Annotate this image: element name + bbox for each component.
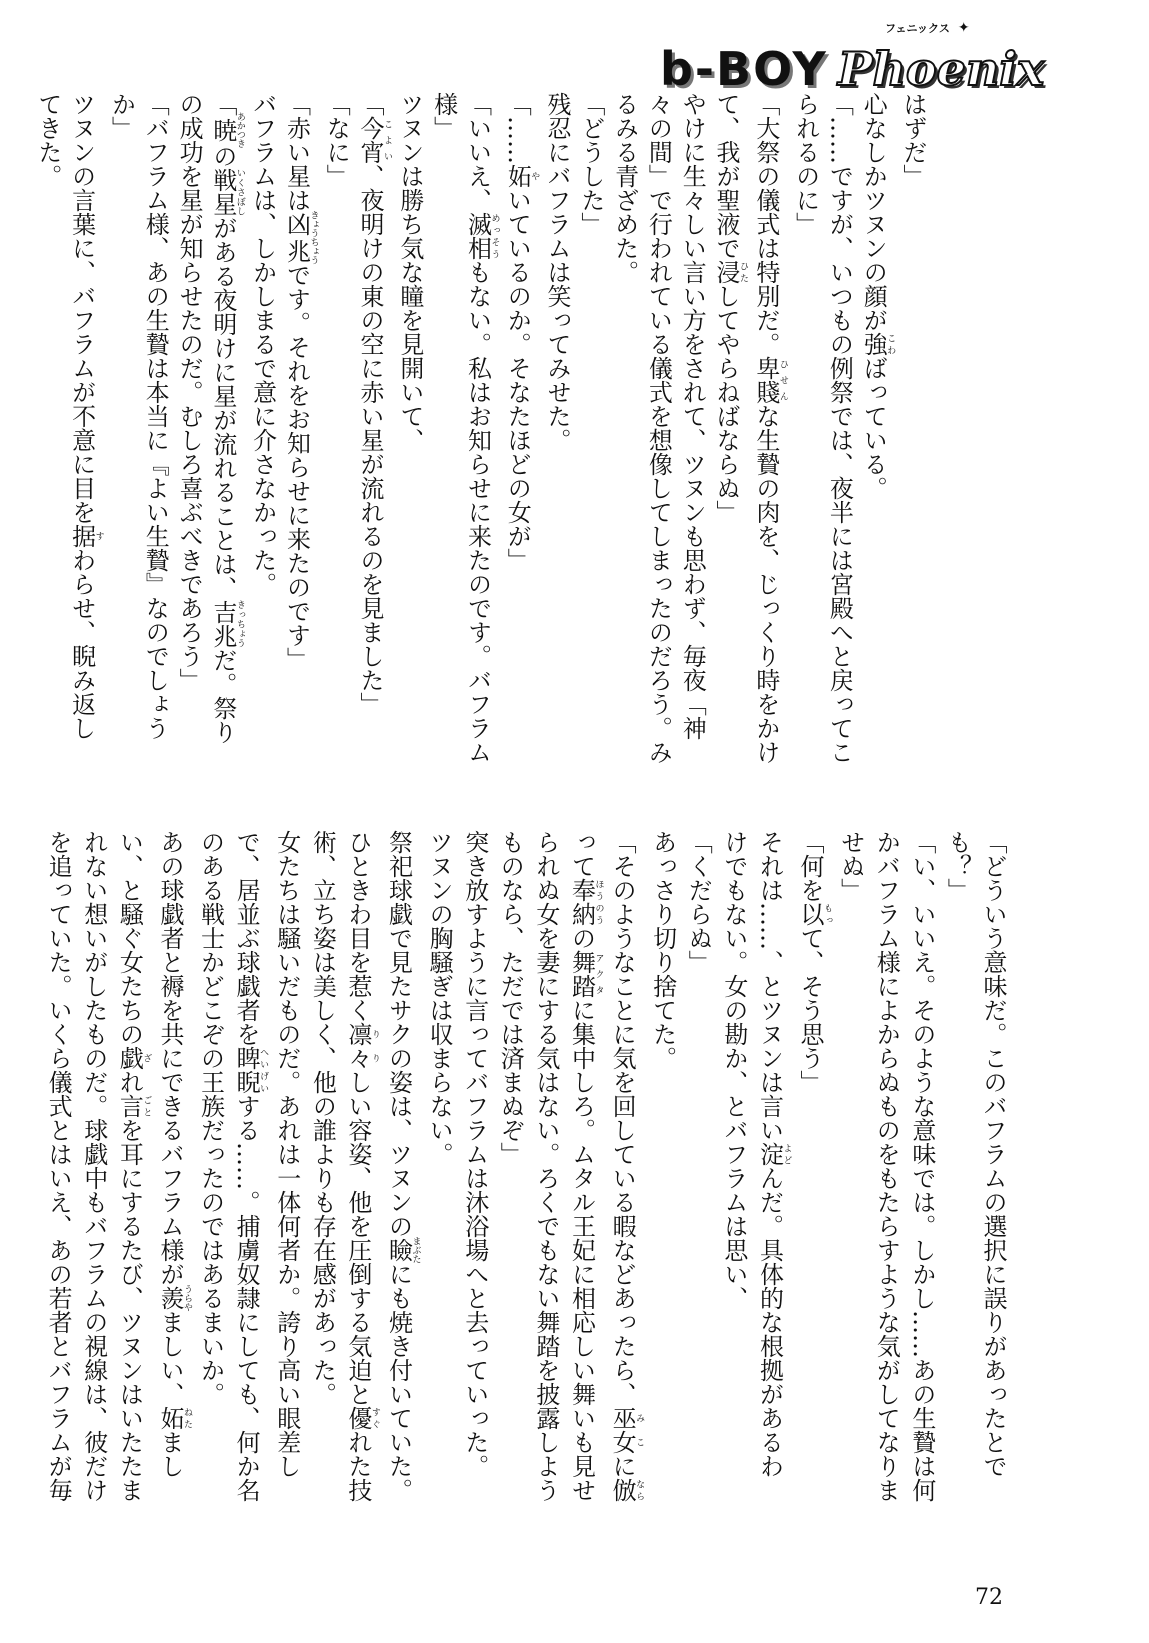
text-line: 「そのようなことに気を回している暇などあったら、巫女みこに倣なら — [608, 830, 645, 1502]
text-line: 「くだらぬ」 — [684, 830, 713, 974]
text-line: るみる青ざめた。 — [610, 92, 639, 284]
magazine-logo — [660, 20, 1045, 96]
text-line: ものなら、ただでは済まぬぞ」 — [496, 830, 525, 1166]
text-line: の成功を星が知らせたのだ。むしろ喜ぶべきであろう」 — [175, 92, 204, 692]
logo-brand: b-BOY — [660, 42, 828, 96]
text-line: を追っていた。いくら儀式とはいえ、あの若者とバフラムが毎 — [44, 830, 73, 1502]
ruby-annotation: 吉兆きっちょう — [208, 600, 245, 648]
text-line: ツヌンは勝ち気な瞳を見開いて、 — [395, 92, 424, 452]
text-line: て、我が聖液で浸ひたしてやらねばならぬ」 — [712, 92, 749, 524]
text-line: 「今宵こよい、夜明けの東の空に赤い星が流れるのを見ました」 — [356, 92, 393, 716]
ruby-annotation: 言ごと — [115, 1094, 152, 1118]
page-number: 72 — [975, 1585, 1003, 1610]
text-line: 祭祀球戯で見たサクの姿は、ツヌンの瞼まぶたにも焼き付いていた。 — [384, 830, 421, 1502]
ruby-annotation: 据す — [67, 524, 104, 548]
text-line: 「……妬やいているのか。そなたほどの女が」 — [503, 92, 540, 572]
ruby-annotation: 強こわ — [859, 332, 896, 356]
ruby-annotation: 卑賤ひせん — [751, 356, 788, 404]
logo-top-row — [885, 20, 970, 36]
ruby-annotation: 羨うらや — [155, 1284, 192, 1312]
text-line: あっさり切り捨てた。 — [648, 830, 677, 1070]
ruby-annotation: 睥睨へいげい — [232, 1046, 269, 1094]
ruby-annotation: 奉納ほうのう — [567, 878, 604, 926]
text-line: せぬ」 — [836, 830, 865, 902]
text-line: 々の間」で行われている儀式を想像してしまったのだろう。み — [644, 92, 673, 764]
text-block-bottom — [40, 830, 1010, 1550]
ruby-annotation: 瞼まぶた — [384, 1236, 421, 1264]
ruby-annotation: 今宵こよい — [356, 116, 393, 164]
text-line: 心なしかツヌンの顔が強こわばっている。 — [859, 92, 896, 500]
text-line: ツヌンの胸騒ぎは収まらない。 — [425, 830, 454, 1166]
logo-kana: フェニックス — [885, 21, 950, 35]
ruby-annotation: 舞踏アクタ — [567, 950, 604, 998]
ruby-annotation: 妬ねた — [155, 1406, 192, 1430]
ruby-annotation: 凶兆きょうちょう — [282, 210, 319, 265]
text-line: 女たちは騒いだものだ。あれは一体何者か。誇り高い眼差し — [272, 830, 301, 1478]
logo-title: Phoenix — [837, 42, 1045, 96]
ruby-annotation: 倣なら — [608, 1478, 645, 1502]
text-line: か」 — [107, 92, 136, 140]
text-line: ツヌンの言葉に、バフラムが不意に目を据すわらせ、睨み返し — [67, 92, 104, 740]
text-line: 「赤い星は凶兆きょうちょうです。それをお知らせに来たのです」 — [282, 92, 319, 671]
text-line: れない想いがしたものだ。球戯中もバフラムの視線は、彼だけ — [79, 830, 108, 1502]
ruby-annotation: 戯ざ — [115, 1046, 152, 1070]
text-line: 突き放すように言ってバフラムは沐浴場へと去っていった。 — [460, 830, 489, 1478]
ruby-annotation: 戦星いくさぼし — [208, 168, 245, 216]
text-line: はずだ」 — [899, 92, 927, 188]
ruby-annotation: 暁あかつき — [208, 112, 245, 148]
text-line: られるのに」 — [791, 92, 820, 236]
ruby-annotation: 優すぐ — [343, 1406, 380, 1430]
text-line: かバフラム様によからぬものをもたらすような気がしてなりま — [872, 830, 901, 1502]
sparkle-icon: ✦ — [957, 20, 970, 36]
text-line: も？」 — [943, 830, 972, 902]
text-line: 「……ですが、いつもの例祭では、夜半には宮殿へと戻ってこ — [825, 92, 854, 764]
text-line: あの球戯者と褥を共にできるバフラム様が羨うらやましい、妬ねたまし — [155, 830, 192, 1478]
text-line: 「どういう意味だ。このバフラムの選択に誤りがあったとで — [979, 830, 1007, 1478]
text-line: 「暁あかつきの戦星いくさぼしがある夜明けに星が流れることは、吉兆きっちょうだ。祭り — [208, 92, 245, 744]
text-line: られぬ女を妻にする気はない。ろくでもない舞踏を披露しよう — [531, 830, 560, 1502]
text-line: やけに生々しい言い方をされて、ツヌンも思わず、毎夜「神 — [678, 92, 707, 740]
text-line: 「なに」 — [322, 92, 351, 188]
text-line: のある戦士かどこぞの王族だったのではあるまいか。 — [196, 830, 225, 1406]
ruby-annotation: 浸ひた — [712, 260, 749, 284]
ruby-annotation: 以もっ — [796, 902, 833, 926]
text-line: 残忍にバフラムは笑ってみせた。 — [543, 92, 572, 452]
text-line: けでもない。女の勘か、とバフラムは思い、 — [719, 830, 748, 1310]
text-line: 「い、いいえ。そのような意味では。しかし……あの生贄は何 — [907, 830, 936, 1502]
text-line: 「大祭の儀式は特別だ。卑賤ひせんな生贄の肉を、じっくり時をかけ — [751, 92, 788, 764]
text-line: い、と騒ぐ女たちの戯ざれ言ごとを耳にするたび、ツヌンはいたたま — [115, 830, 152, 1502]
text-line: ひときわ目を惹く凛々りりしい容姿、他を圧倒する気迫と優すぐれた技 — [343, 830, 380, 1502]
text-line: バフラムは、しかしまるで意に介さなかった。 — [248, 92, 277, 596]
text-line: 「いいえ、滅相めっそうもない。私はお知らせに来たのです。バフラム — [463, 92, 500, 764]
logo-main-row — [660, 36, 1045, 96]
ruby-annotation: 滅相めっそう — [463, 212, 500, 260]
ruby-annotation: 淀よど — [755, 1142, 792, 1166]
text-line: って奉納ほうのうの舞踏アクタに集中しろ。ムタル王妃に相応しい舞いも見せ — [567, 830, 604, 1502]
ruby-annotation: 妬や — [503, 164, 540, 188]
text-line: てきた。 — [33, 92, 62, 188]
text-line: 「何を以もって、そう思う」 — [796, 830, 833, 1094]
ruby-annotation: 凛々りり — [343, 1022, 380, 1070]
text-block-top — [30, 92, 929, 812]
ruby-annotation: 巫女みこ — [608, 1406, 645, 1454]
text-line: 様」 — [429, 92, 458, 140]
text-line: それは……、とツヌンは言い淀よどんだ。具体的な根拠があるわ — [755, 830, 792, 1478]
text-line: 術、立ち姿は美しく、他の誰よりも存在感があった。 — [308, 830, 337, 1406]
text-line: で、居並ぶ球戯者を睥睨へいげいする……。捕虜奴隷にしても、何か名 — [232, 830, 269, 1502]
text-line: 「バフラム様、あの生贄は本当に『よい生贄』なのでしょう — [141, 92, 170, 740]
text-line: 「どうした」 — [576, 92, 605, 236]
